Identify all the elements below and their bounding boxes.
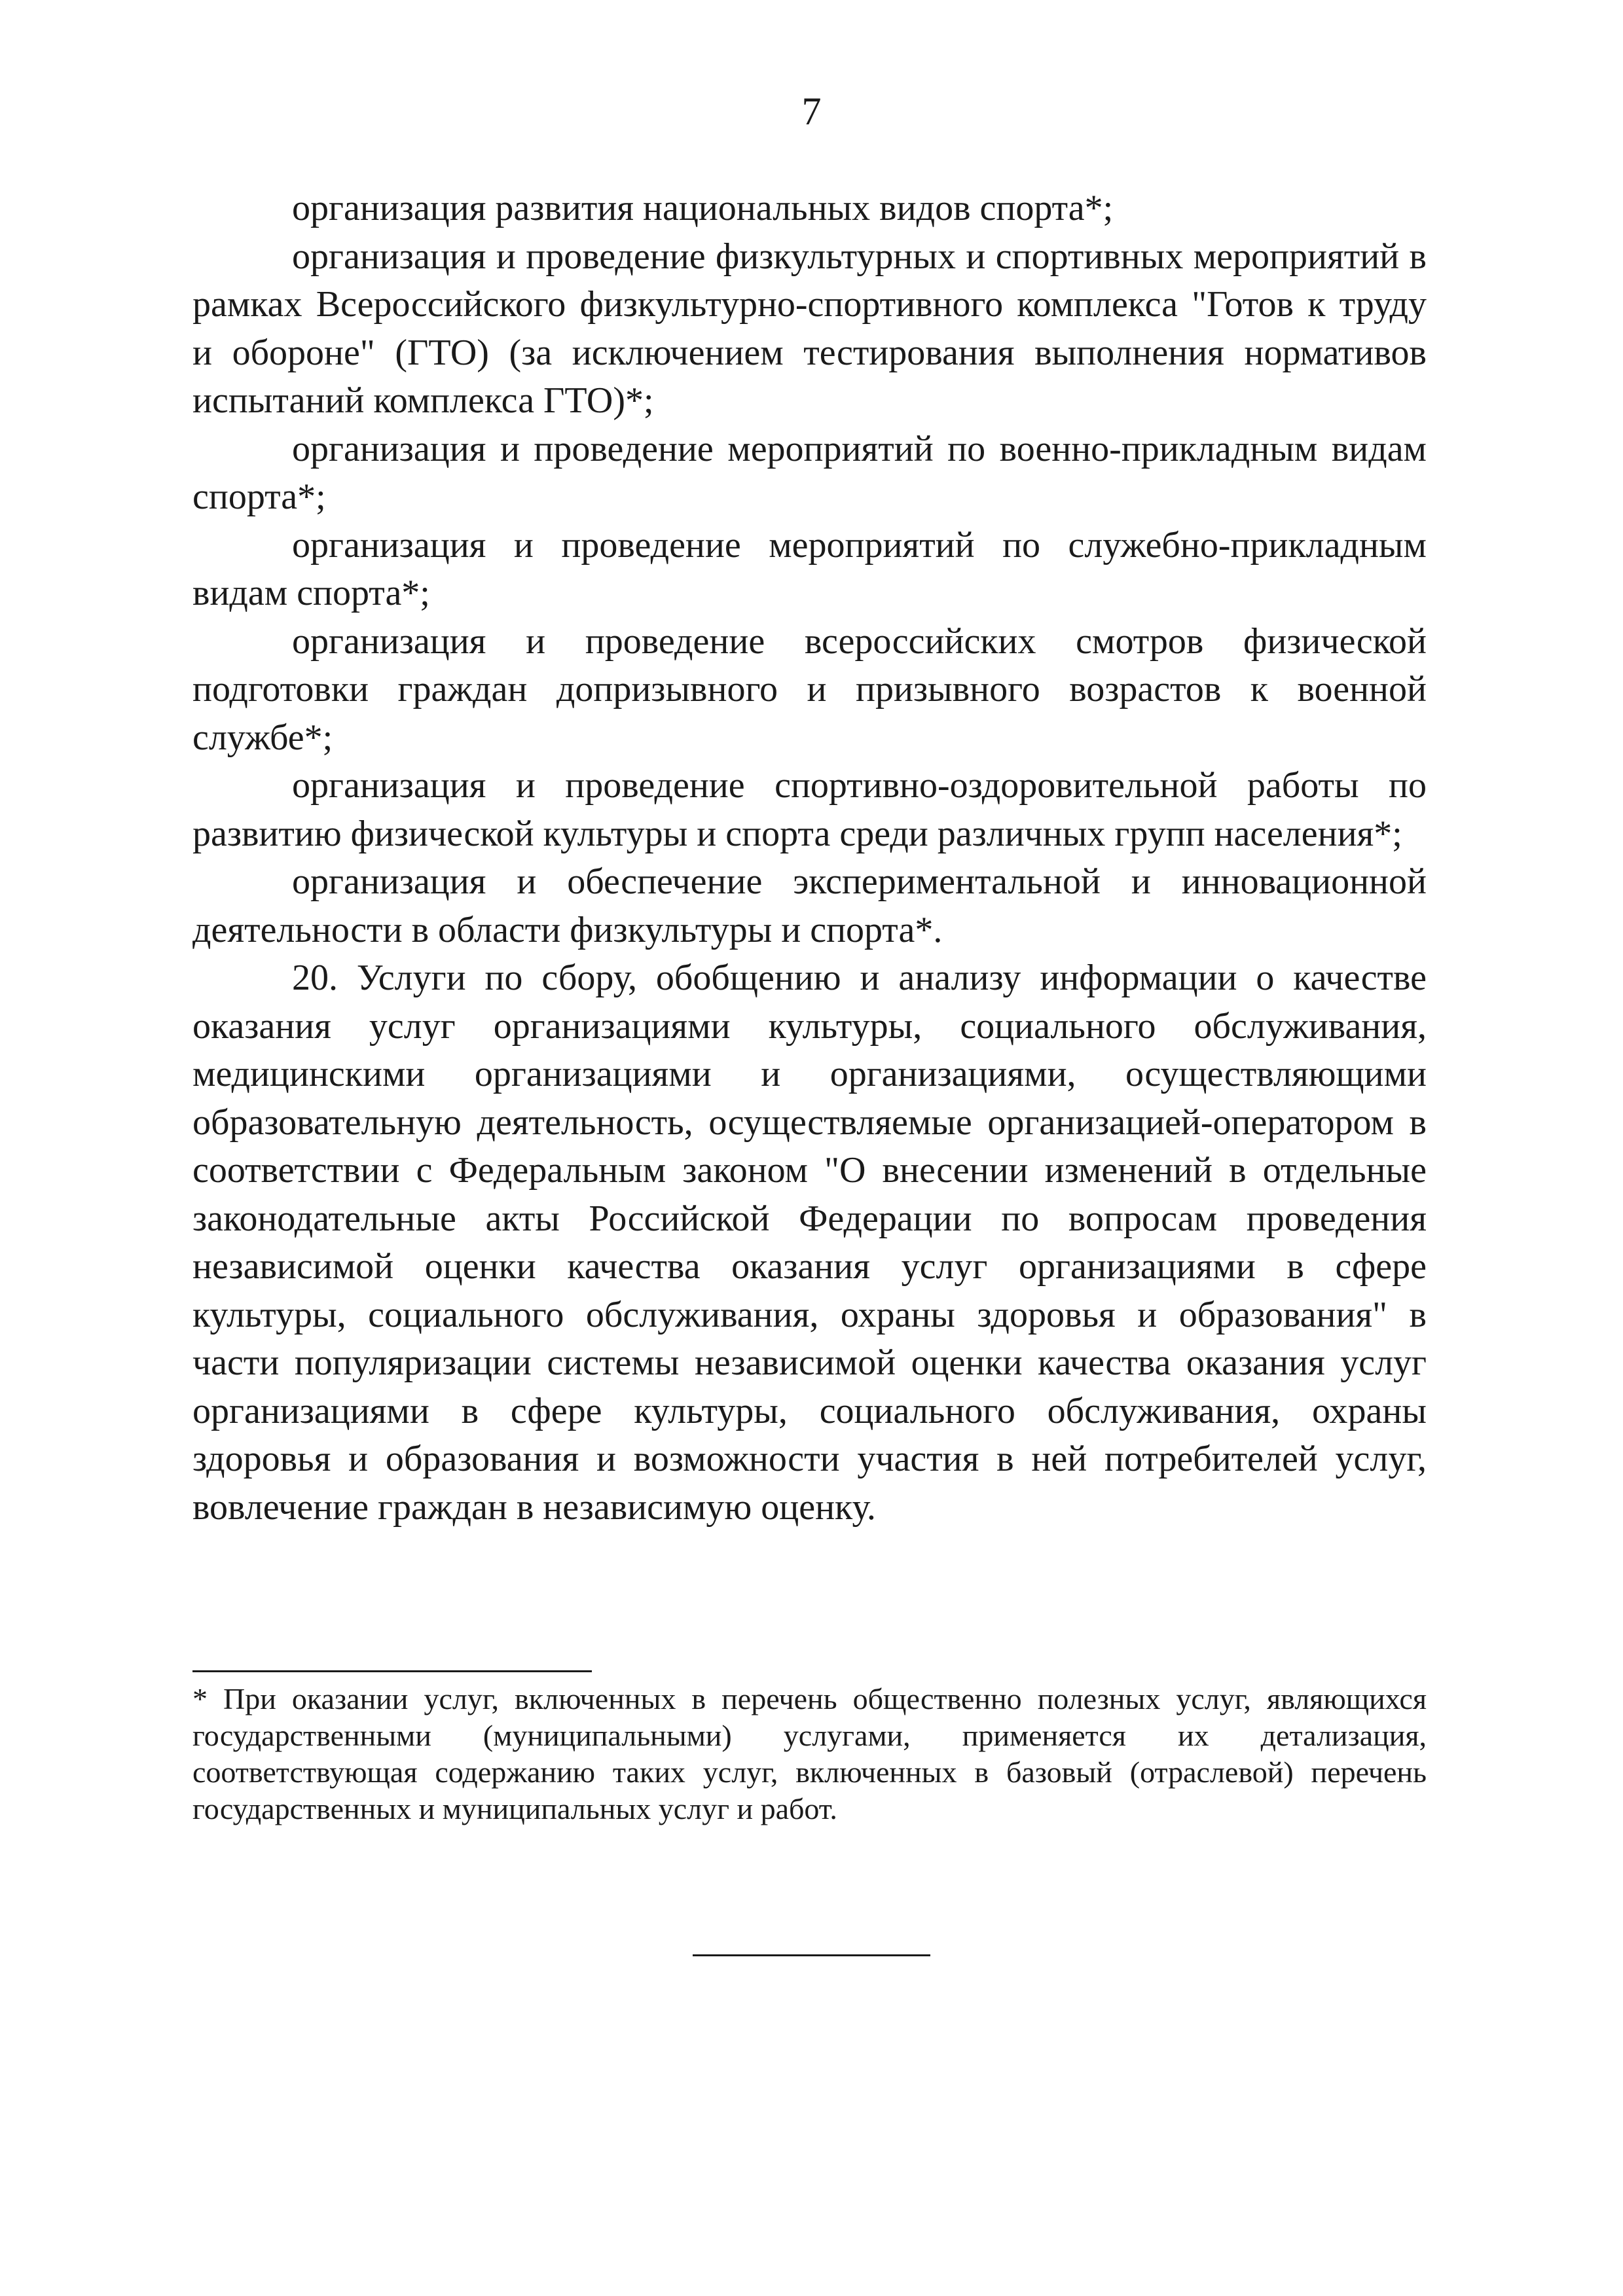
paragraph-item-20: 20. Услуги по сбору, обобщению и анализу информации о качестве оказания услуг организациями культуры, социального обслуживания, медицинскими организациями и организациями, осуществляющими образовательную деятельность, осуществляемые организацией-оператором в соответствии с Федеральным законом "О внесении изменений в отдельные законодательные акты Российской Федерации по вопросам проведения независимой оценки качества оказания услуг организациями в сфере культуры, социального обслуживания, охраны здоровья и образования" в части популяризации системы независимой оценки качества оказания услуг организациями в сфере культуры, социального обслуживания, охраны здоровья и образования и возможности участия в ней потребителей услуг, вовлечение граждан в независимую оценку. <box>192 958 1427 1528</box>
paragraph-sports-health-work: организация и проведение спортивно-оздоровительной работы по развитию физической культуры и спорта среди различных групп населения*; <box>192 765 1427 854</box>
footnote-separator <box>192 1670 592 1672</box>
paragraph-physical-training-reviews: организация и проведение всероссийских смотров физической подготовки граждан допризывного и призывного возрастов к военной службе*; <box>192 620 1427 758</box>
footnote: * При оказании услуг, включенных в перечень общественно полезных услуг, являющихся государственными (муниципальными) услугами, применяется их детализация, соответствующая содержанию таких услуг, включенных в базовый (отраслевой) перечень государственных и муниципальных услуг и работ. <box>192 1682 1427 1825</box>
paragraph-gto-events: организация и проведение физкультурных и спортивных мероприятий в рамках Всероссийского физкультурно-спортивного комплекса "Готов к труду и обороне" (ГТО) (за исключением тестирования выполнения нормативов испытаний комплекса ГТО)*; <box>192 236 1427 421</box>
end-of-page-rule <box>693 1954 930 1956</box>
document-body <box>192 185 1427 1532</box>
page-number: 7 <box>801 90 822 133</box>
paragraph-national-sports: организация развития национальных видов спорта*; <box>292 188 1114 228</box>
paragraph-experimental-activity: организация и обеспечение экспериментальной и инновационной деятельности в области физкультуры и спорта*. <box>192 861 1427 950</box>
paragraph-service-applied-sports: организация и проведение мероприятий по служебно-прикладным видам спорта*; <box>192 524 1427 613</box>
paragraph-military-applied-sports: организация и проведение мероприятий по военно-прикладным видам спорта*; <box>192 428 1427 517</box>
